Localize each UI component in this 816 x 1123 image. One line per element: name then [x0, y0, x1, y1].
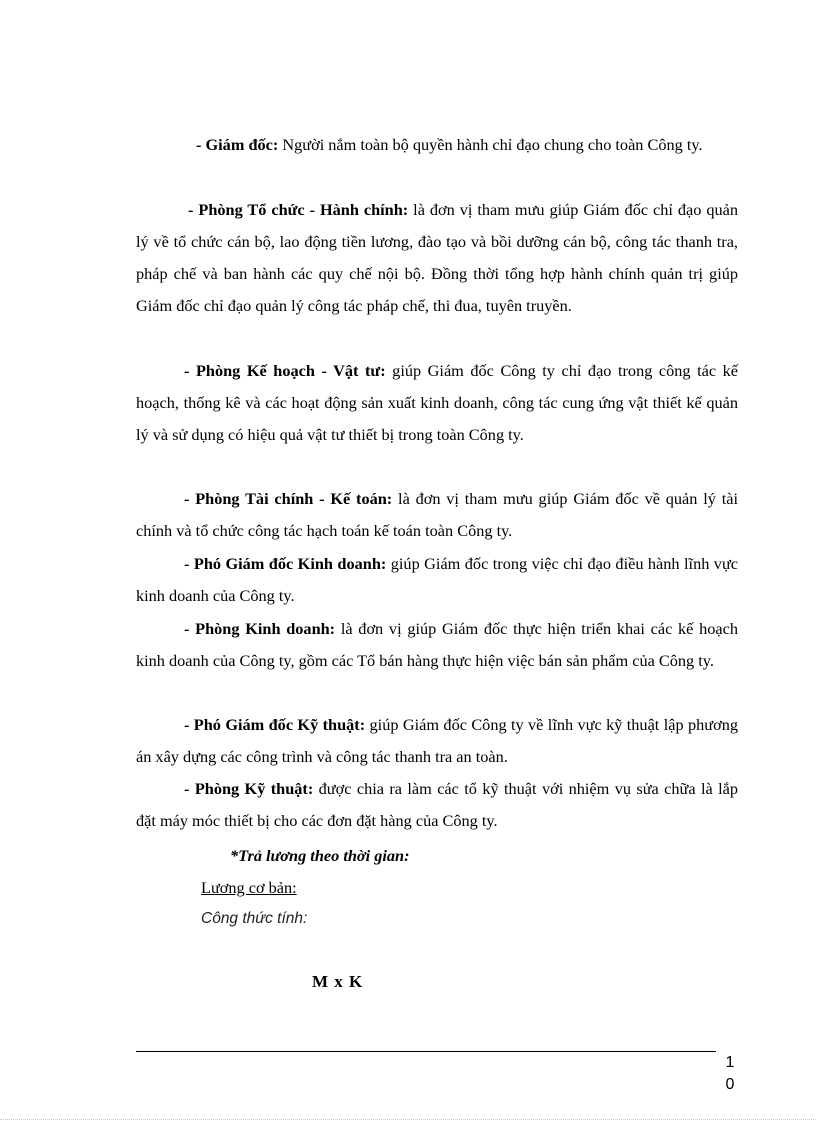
- paragraph-title: - Phòng Kinh doanh:: [184, 619, 336, 638]
- paragraph-title: - Phòng Kỹ thuật:: [184, 779, 314, 798]
- paragraph-phong-tai-chinh: [136, 483, 738, 547]
- paragraph-body: giúp Giám đốc trong việc chỉ đạo điều hành lĩnh vực kinh doanh của Công ty.: [136, 554, 738, 605]
- paragraph-title: - Phòng Tài chính - Kế toán:: [184, 489, 393, 508]
- paragraph-title: - Phòng Kế hoạch - Vật tư:: [184, 361, 386, 380]
- paragraph-body: là đơn vị giúp Giám đốc thực hiện triển khai các kế hoạch kinh doanh của Công ty, gồm các Tổ bán hàng thực hiện việc bán sản phẩm của Công ty.: [136, 619, 738, 670]
- paragraph-body: được chia ra làm các tổ kỹ thuật với nhiệm vụ sửa chữa là lắp đặt máy móc thiết bị cho các đơn đặt hàng của Công ty.: [136, 779, 738, 830]
- paragraph-pho-giam-doc-kinh-doanh: [136, 548, 738, 612]
- paragraph-title: - Giám đốc:: [196, 135, 279, 154]
- paragraph-title: - Phó Giám đốc Kinh doanh:: [184, 554, 387, 573]
- paragraph-giam-doc: [136, 129, 738, 161]
- paragraph-pho-giam-doc-ky-thuat: [136, 709, 738, 773]
- paragraph-body: là đơn vị tham mưu giúp Giám đốc về quản lý tài chính và tổ chức công tác hạch toán kế toán toàn Công ty.: [136, 489, 738, 540]
- paragraph-phong-ky-thuat: [136, 773, 738, 837]
- paragraph-body: giúp Giám đốc Công ty về lĩnh vực kỹ thuật lập phương án xây dựng các công trình và công tác thanh tra an toàn.: [136, 715, 738, 766]
- paragraph-phong-to-chuc: [136, 194, 738, 322]
- formula-expression: M x K: [312, 972, 364, 991]
- formula-label: Công thức tính:: [201, 910, 308, 927]
- paragraph-body: Người nắm toàn bộ quyền hành chỉ đạo chung cho toàn Công ty.: [278, 135, 703, 154]
- footer-divider: [136, 1051, 716, 1052]
- paragraph-phong-kinh-doanh: [136, 613, 738, 677]
- section-heading: *Trả lương theo thời gian:: [230, 846, 410, 865]
- paragraph-title: - Phó Giám đốc Kỹ thuật:: [184, 715, 366, 734]
- page-number: 10: [725, 1054, 735, 1093]
- page-break-line: [0, 1119, 816, 1120]
- paragraph-title: - Phòng Tổ chức - Hành chính:: [188, 200, 409, 219]
- paragraph-body: là đơn vị tham mưu giúp Giám đốc chỉ đạo quản lý về tổ chức cán bộ, lao động tiền lương, đào tạo và bồi dưỡng cán bộ, công tác thanh tra, pháp chế và ban hành các quy chế nội bộ. Đồng thời tổng hợp hành chính quản trị giúp Giám đốc chỉ đạo quản lý công tác pháp chế, thi đua, tuyên truyền.: [136, 200, 738, 315]
- salary-label: Lương cơ bản:: [201, 878, 297, 897]
- paragraph-body: giúp Giám đốc Công ty chỉ đạo trong công tác kế hoạch, thống kê và các hoạt động sản xuất kinh doanh, công tác cung ứng vật thiết kế quản lý và sử dụng có hiệu quả vật tư thiết bị trong toàn Công ty.: [136, 361, 738, 444]
- paragraph-phong-ke-hoach: [136, 355, 738, 451]
